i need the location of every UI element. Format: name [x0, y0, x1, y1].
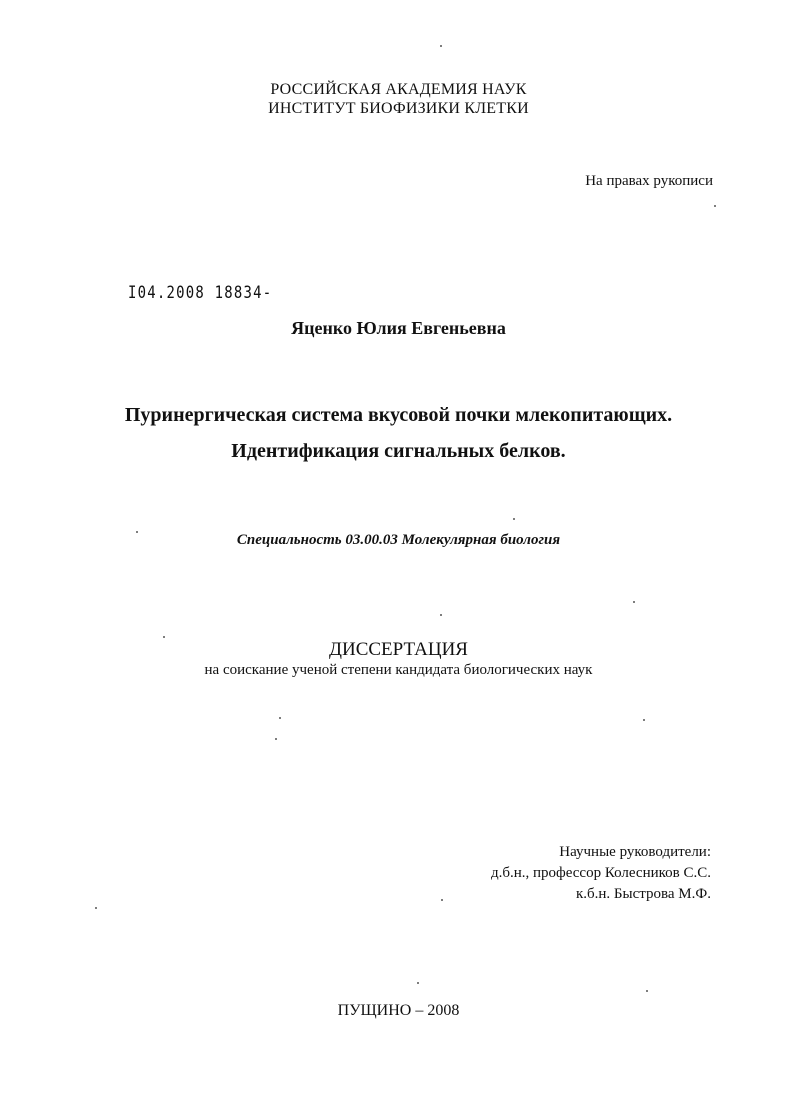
- scan-speck: [714, 205, 716, 207]
- scan-speck: [95, 907, 97, 909]
- supervisors-heading: Научные руководители:: [559, 844, 711, 860]
- library-stamp: I04.2008 18834-: [128, 283, 273, 303]
- thesis-title-line-1: Пуринергическая система вкусовой почки млекопитающих.: [124, 404, 673, 426]
- scan-speck: [513, 518, 515, 520]
- scan-speck: [646, 990, 648, 992]
- author-name: Яценко Юлия Евгеньевна: [291, 318, 506, 338]
- scan-speck: [136, 531, 138, 533]
- scan-speck: [440, 45, 442, 47]
- degree-line: на соискание ученой степени кандидата биологических наук: [204, 662, 593, 678]
- scan-speck: [279, 717, 281, 719]
- scan-speck: [643, 719, 645, 721]
- supervisor-2: к.б.н. Быстрова М.Ф.: [575, 886, 711, 902]
- scan-speck: [163, 636, 165, 638]
- scan-speck: [633, 601, 635, 603]
- institute-name: ИНСТИТУТ БИОФИЗИКИ КЛЕТКИ: [268, 100, 529, 117]
- scan-speck: [417, 982, 419, 984]
- city-year: ПУЩИНО – 2008: [337, 1002, 460, 1019]
- specialty: Специальность 03.00.03 Молекулярная биология: [236, 532, 561, 548]
- thesis-title-line-2: Идентификация сигнальных белков.: [231, 440, 566, 462]
- scan-speck: [440, 614, 442, 616]
- organization-name: РОССИЙСКАЯ АКАДЕМИЯ НАУК: [270, 81, 527, 98]
- manuscript-rights-note: На правах рукописи: [585, 173, 713, 189]
- scan-speck: [441, 899, 443, 901]
- scan-speck: [275, 738, 277, 740]
- supervisor-1: д.б.н., профессор Колесников С.С.: [490, 865, 711, 881]
- document-type: ДИССЕРТАЦИЯ: [329, 639, 468, 660]
